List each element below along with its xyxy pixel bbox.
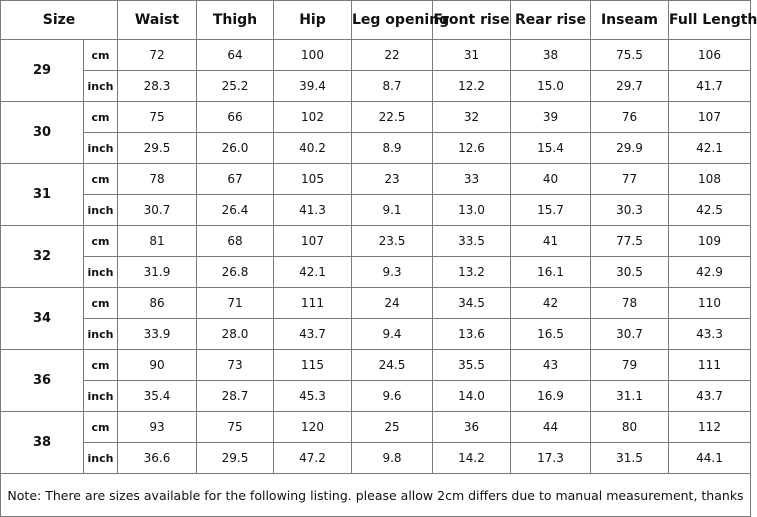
size-row-cm [1, 226, 751, 257]
measurement-cell: 26.4 [197, 195, 274, 226]
size-row-inch [1, 257, 751, 288]
unit-label: inch [84, 71, 118, 102]
size-row-cm [1, 102, 751, 133]
measurement-cell: 28.3 [118, 71, 197, 102]
measurement-cell: 14.2 [433, 443, 511, 474]
measurement-cell: 29.5 [197, 443, 274, 474]
measurement-cell: 39.4 [274, 71, 352, 102]
unit-label: cm [84, 288, 118, 319]
measurement-cell: 36.6 [118, 443, 197, 474]
measurement-cell: 29.9 [591, 133, 669, 164]
measurement-cell: 45.3 [274, 381, 352, 412]
header-thigh: Thigh [197, 1, 274, 40]
measurement-cell: 28.0 [197, 319, 274, 350]
measurement-cell: 13.0 [433, 195, 511, 226]
measurement-cell: 15.4 [511, 133, 591, 164]
measurement-cell: 102 [274, 102, 352, 133]
measurement-cell: 38 [511, 40, 591, 71]
unit-label: cm [84, 226, 118, 257]
header-waist: Waist [118, 1, 197, 40]
unit-label: cm [84, 40, 118, 71]
measurement-cell: 14.0 [433, 381, 511, 412]
measurement-cell: 8.9 [352, 133, 433, 164]
measurement-cell: 29.5 [118, 133, 197, 164]
measurement-cell: 16.9 [511, 381, 591, 412]
measurement-cell: 33.5 [433, 226, 511, 257]
measurement-cell: 81 [118, 226, 197, 257]
measurement-cell: 64 [197, 40, 274, 71]
measurement-cell: 33.9 [118, 319, 197, 350]
measurement-cell: 29.7 [591, 71, 669, 102]
measurement-cell: 43.3 [669, 319, 751, 350]
measurement-cell: 23 [352, 164, 433, 195]
measurement-cell: 32 [433, 102, 511, 133]
measurement-cell: 105 [274, 164, 352, 195]
measurement-cell: 76 [591, 102, 669, 133]
measurement-cell: 75 [118, 102, 197, 133]
note-text: Note: There are sizes available for the following listing. please allow 2cm differs due to manual measurement, thanks [1, 474, 751, 517]
measurement-cell: 16.1 [511, 257, 591, 288]
measurement-cell: 110 [669, 288, 751, 319]
size-row-cm [1, 164, 751, 195]
measurement-cell: 9.6 [352, 381, 433, 412]
header-rear-rise: Rear rise [511, 1, 591, 40]
measurement-cell: 111 [274, 288, 352, 319]
size-row-inch [1, 319, 751, 350]
size-row-inch [1, 71, 751, 102]
size-row-cm [1, 40, 751, 71]
measurement-cell: 66 [197, 102, 274, 133]
measurement-cell: 78 [591, 288, 669, 319]
measurement-cell: 108 [669, 164, 751, 195]
unit-label: inch [84, 381, 118, 412]
measurement-cell: 30.5 [591, 257, 669, 288]
measurement-cell: 71 [197, 288, 274, 319]
header-inseam: Inseam [591, 1, 669, 40]
measurement-cell: 31.9 [118, 257, 197, 288]
size-cell: 30 [1, 102, 84, 164]
unit-label: inch [84, 319, 118, 350]
measurement-cell: 25.2 [197, 71, 274, 102]
size-row-cm [1, 288, 751, 319]
measurement-cell: 109 [669, 226, 751, 257]
measurement-cell: 77 [591, 164, 669, 195]
measurement-cell: 30.7 [591, 319, 669, 350]
measurement-cell: 35.4 [118, 381, 197, 412]
measurement-cell: 75.5 [591, 40, 669, 71]
note-row [1, 474, 751, 517]
chart-body [1, 40, 751, 474]
measurement-cell: 73 [197, 350, 274, 381]
measurement-cell: 43 [511, 350, 591, 381]
unit-label: inch [84, 443, 118, 474]
measurement-cell: 80 [591, 412, 669, 443]
measurement-cell: 86 [118, 288, 197, 319]
measurement-cell: 40.2 [274, 133, 352, 164]
measurement-cell: 24.5 [352, 350, 433, 381]
measurement-cell: 24 [352, 288, 433, 319]
measurement-cell: 47.2 [274, 443, 352, 474]
unit-label: inch [84, 195, 118, 226]
measurement-cell: 25 [352, 412, 433, 443]
measurement-cell: 23.5 [352, 226, 433, 257]
size-row-cm [1, 350, 751, 381]
measurement-cell: 22 [352, 40, 433, 71]
measurement-cell: 13.2 [433, 257, 511, 288]
measurement-cell: 16.5 [511, 319, 591, 350]
measurement-cell: 41.3 [274, 195, 352, 226]
measurement-cell: 44.1 [669, 443, 751, 474]
unit-label: cm [84, 350, 118, 381]
measurement-cell: 30.3 [591, 195, 669, 226]
unit-label: cm [84, 102, 118, 133]
header-leg-opening: Leg opening [352, 1, 433, 40]
unit-label: cm [84, 412, 118, 443]
measurement-cell: 78 [118, 164, 197, 195]
measurement-cell: 112 [669, 412, 751, 443]
header-front-rise: Front rise [433, 1, 511, 40]
measurement-cell: 15.7 [511, 195, 591, 226]
measurement-cell: 68 [197, 226, 274, 257]
size-row-inch [1, 195, 751, 226]
unit-label: inch [84, 257, 118, 288]
measurement-cell: 93 [118, 412, 197, 443]
measurement-cell: 120 [274, 412, 352, 443]
measurement-cell: 41.7 [669, 71, 751, 102]
measurement-cell: 9.8 [352, 443, 433, 474]
size-row-inch [1, 133, 751, 164]
measurement-cell: 79 [591, 350, 669, 381]
measurement-cell: 8.7 [352, 71, 433, 102]
size-row-inch [1, 381, 751, 412]
measurement-cell: 22.5 [352, 102, 433, 133]
measurement-cell: 9.3 [352, 257, 433, 288]
measurement-cell: 111 [669, 350, 751, 381]
size-cell: 36 [1, 350, 84, 412]
measurement-cell: 67 [197, 164, 274, 195]
measurement-cell: 30.7 [118, 195, 197, 226]
measurement-cell: 31.5 [591, 443, 669, 474]
size-cell: 29 [1, 40, 84, 102]
header-row [1, 1, 751, 40]
measurement-cell: 72 [118, 40, 197, 71]
measurement-cell: 9.1 [352, 195, 433, 226]
measurement-cell: 26.8 [197, 257, 274, 288]
unit-label: inch [84, 133, 118, 164]
measurement-cell: 42 [511, 288, 591, 319]
measurement-cell: 13.6 [433, 319, 511, 350]
size-cell: 38 [1, 412, 84, 474]
measurement-cell: 115 [274, 350, 352, 381]
size-cell: 32 [1, 226, 84, 288]
measurement-cell: 90 [118, 350, 197, 381]
size-cell: 34 [1, 288, 84, 350]
measurement-cell: 77.5 [591, 226, 669, 257]
measurement-cell: 31 [433, 40, 511, 71]
size-row-inch [1, 443, 751, 474]
measurement-cell: 40 [511, 164, 591, 195]
measurement-cell: 100 [274, 40, 352, 71]
measurement-cell: 31.1 [591, 381, 669, 412]
measurement-cell: 39 [511, 102, 591, 133]
measurement-cell: 107 [669, 102, 751, 133]
measurement-cell: 17.3 [511, 443, 591, 474]
measurement-cell: 43.7 [274, 319, 352, 350]
measurement-cell: 42.1 [274, 257, 352, 288]
header-size: Size [1, 1, 118, 40]
measurement-cell: 106 [669, 40, 751, 71]
size-cell: 31 [1, 164, 84, 226]
measurement-cell: 34.5 [433, 288, 511, 319]
measurement-cell: 44 [511, 412, 591, 443]
measurement-cell: 35.5 [433, 350, 511, 381]
measurement-cell: 42.5 [669, 195, 751, 226]
measurement-cell: 36 [433, 412, 511, 443]
measurement-cell: 75 [197, 412, 274, 443]
measurement-cell: 26.0 [197, 133, 274, 164]
measurement-cell: 41 [511, 226, 591, 257]
measurement-cell: 107 [274, 226, 352, 257]
unit-label: cm [84, 164, 118, 195]
measurement-cell: 42.9 [669, 257, 751, 288]
measurement-cell: 33 [433, 164, 511, 195]
header-full-length: Full Length [669, 1, 751, 40]
measurement-cell: 28.7 [197, 381, 274, 412]
measurement-cell: 9.4 [352, 319, 433, 350]
measurement-cell: 12.2 [433, 71, 511, 102]
size-row-cm [1, 412, 751, 443]
measurement-cell: 15.0 [511, 71, 591, 102]
header-hip: Hip [274, 1, 352, 40]
measurement-cell: 42.1 [669, 133, 751, 164]
measurement-cell: 43.7 [669, 381, 751, 412]
measurement-cell: 12.6 [433, 133, 511, 164]
